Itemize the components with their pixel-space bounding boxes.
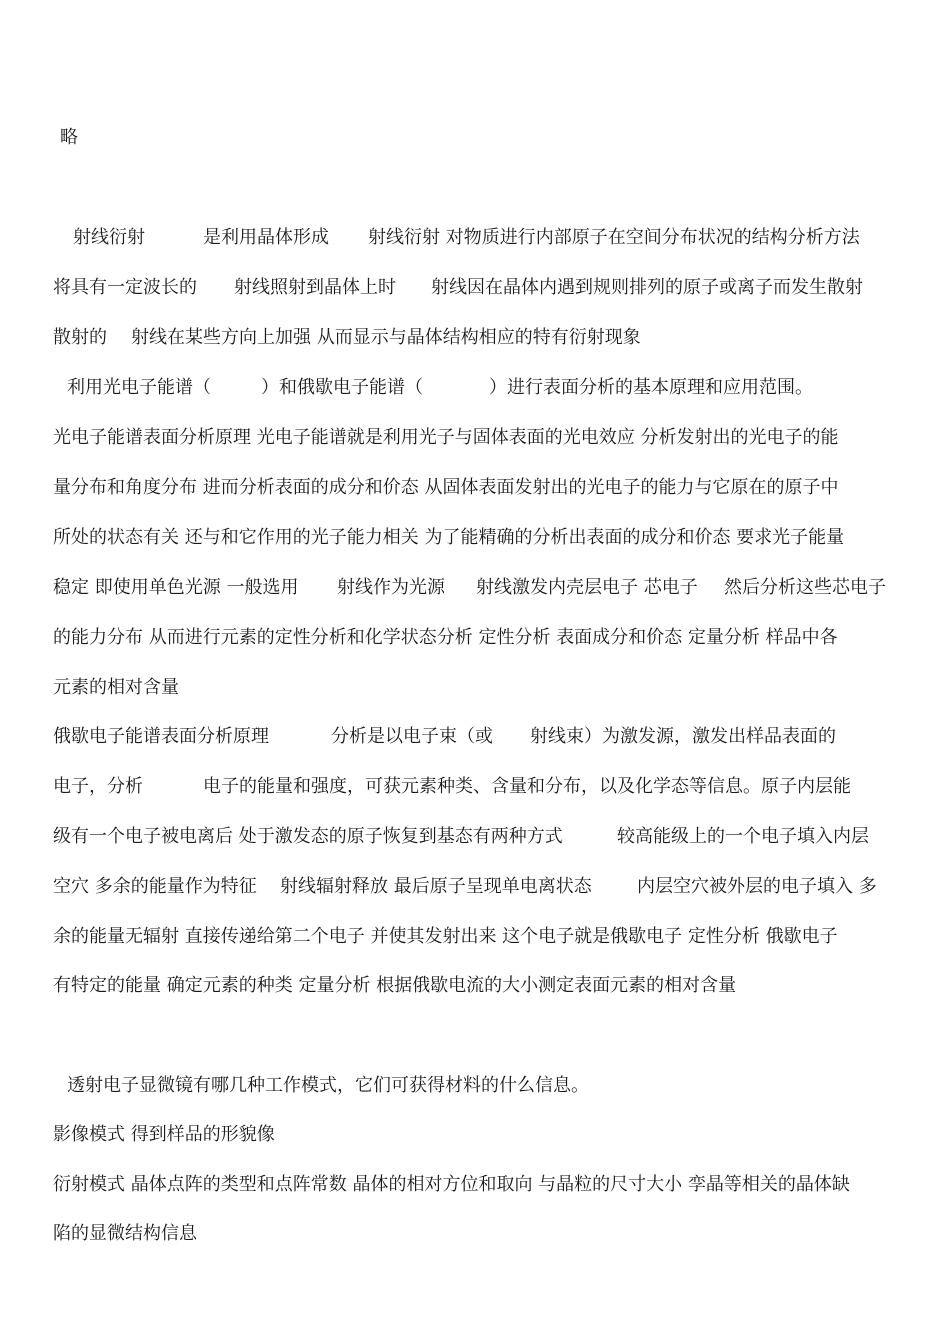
aes-l6: 有特定的能量 确定元素的种类 定量分析 根据俄歇电流的大小测定表面元素的相对含量: [53, 975, 737, 996]
aes-l4-seg3: 内层空穴被外层的电子填入 多: [637, 876, 877, 897]
xps-l4-seg3: 射线激发内壳层电子 芯电子: [476, 577, 698, 598]
aes-l3-seg2: 较高能级上的一个电子填入内层: [617, 826, 869, 847]
aes-l5: 余的能量无辐射 直接传递给第二个电子 并使其发射出来 这个电子就是俄歇电子 定性分析 俄歇电子: [53, 926, 838, 947]
q1-l3-seg1: 散射的: [53, 327, 107, 348]
q1-l3-seg2: 射线在某些方向上加强 从而显示与晶体结构相应的特有衍射现象: [131, 327, 641, 348]
xps-l3: 所处的状态有关 还与和它作用的光子能力相关 为了能精确的分析出表面的成分和价态 要求光子能量: [53, 527, 845, 548]
q3-l1: 影像模式 得到样品的形貌像: [53, 1124, 275, 1145]
aes-l3-seg1: 级有一个电子被电离后 处于激发态的原子恢复到基态有两种方式: [53, 826, 563, 847]
q2-title-seg3: ）进行表面分析的基本原理和应用范围。: [489, 377, 813, 398]
xps-l1: 光电子能谱表面分析原理 光电子能谱就是利用光子与固体表面的光电效应 分析发射出的光电子的能: [53, 427, 839, 448]
heading-text: 略: [60, 127, 78, 148]
q1-l1-seg1: 射线衍射: [73, 227, 145, 248]
q3-l2: 衍射模式 晶体点阵的类型和点阵常数 晶体的相对方位和取向 与晶粒的尺寸大小 孪晶等相关的晶体缺: [53, 1174, 850, 1195]
q2-title-seg1: 利用光电子能谱（: [67, 377, 211, 398]
xps-l2: 量分布和角度分布 进而分析表面的成分和价态 从固体表面发射出的光电子的能力与它原在的原子中: [53, 477, 839, 498]
q2-title-seg2: ）和俄歇电子能谱（: [261, 377, 423, 398]
q3-l3: 陷的显微结构信息: [53, 1223, 197, 1244]
q1-l2-seg2: 射线照射到晶体上时: [234, 277, 396, 298]
aes-l1-seg2: 分析是以电子束（或: [331, 726, 493, 747]
aes-l1-seg1: 俄歇电子能谱表面分析原理: [53, 726, 269, 747]
aes-l4-seg2: 射线辐射释放 最后原子呈现单电离状态: [280, 876, 592, 897]
aes-l2-seg2: 电子的能量和强度，可获元素种类、含量和分布，以及化学态等信息。原子内层能: [203, 776, 851, 797]
q1-l2-seg1: 将具有一定波长的: [53, 277, 197, 298]
xps-l5: 的能力分布 从而进行元素的定性分析和化学状态分析 定性分析 表面成分和价态 定量分析 样品中各: [53, 627, 838, 648]
q1-l1-seg3: 射线衍射 对物质进行内部原子在空间分布状况的结构分析方法: [368, 227, 860, 248]
xps-l4-seg4: 然后分析这些芯电子: [724, 577, 886, 598]
q1-l1-seg2: 是利用晶体形成: [203, 227, 329, 248]
aes-l1-seg3: 射线束）为激发源，激发出样品表面的: [530, 726, 836, 747]
q1-l2-seg3: 射线因在晶体内遇到规则排列的原子或离子而发生散射: [431, 277, 863, 298]
xps-l4-seg1: 稳定 即使用单色光源 一般选用: [53, 577, 299, 598]
xps-l4-seg2: 射线作为光源: [337, 577, 445, 598]
aes-l4-seg1: 空穴 多余的能量作为特征: [53, 876, 257, 897]
q3-title-text: 透射电子显微镜有哪几种工作模式，它们可获得材料的什么信息。: [67, 1075, 589, 1096]
aes-l2-seg1: 电子，分析: [53, 776, 143, 797]
xps-l6: 元素的相对含量: [53, 677, 179, 698]
